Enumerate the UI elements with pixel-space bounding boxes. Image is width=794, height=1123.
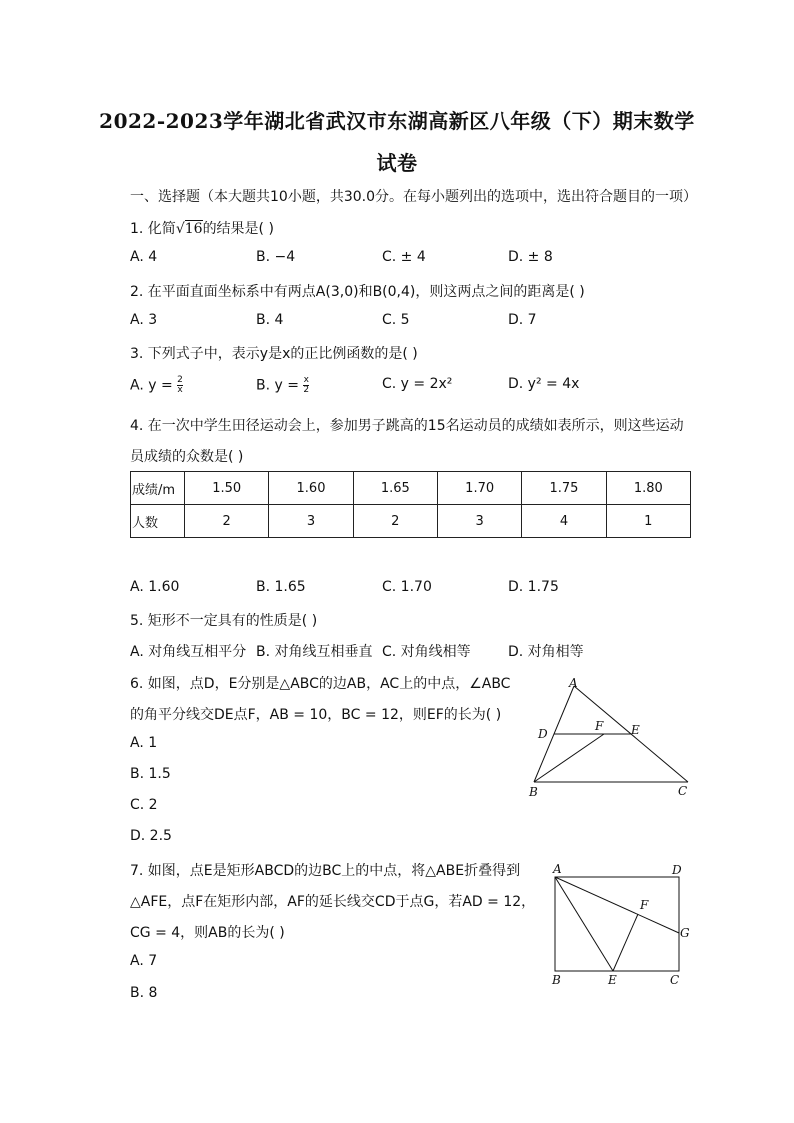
table-cell: 1.65 [353, 472, 437, 505]
option-a[interactable]: A. 7 [130, 953, 158, 969]
label-b: B [529, 785, 538, 799]
option-d[interactable]: D. ± 8 [508, 249, 553, 265]
option-b[interactable]: B. −4 [256, 249, 296, 265]
table-cell: 1.75 [522, 472, 606, 505]
question-1-stem-a: 1. 化简 [130, 221, 176, 237]
fraction-b [303, 376, 309, 395]
option-d[interactable]: D. y² = 4x [508, 376, 580, 392]
question-1-stem-b: 的结果是( ) [202, 221, 274, 237]
question-1-stem [130, 218, 274, 238]
question-4-stem-line2: 员成绩的众数是( ) [130, 449, 244, 465]
option-a-prefix: A. y = [130, 377, 178, 394]
label-c: C [670, 973, 680, 987]
table-row [131, 472, 691, 505]
segment-ef [613, 914, 638, 971]
question-7-stem-line1: 7. 如图，点E是矩形ABCD的边BC上的中点，将△ABE折叠得到 [130, 863, 521, 879]
radicand: 16 [184, 221, 203, 237]
option-b[interactable] [256, 376, 309, 395]
label-f: F [640, 898, 649, 912]
table-cell: 2 [185, 505, 269, 538]
question-4-stem-line1: 4. 在一次中学生田径运动会上，参加男子跳高的15名运动员的成绩如表所示，则这些运动 [130, 418, 684, 434]
fraction-b-numerator: x [303, 375, 309, 385]
option-b[interactable]: B. 1.5 [130, 766, 171, 782]
section-heading: 一、选择题（本大题共10小题，共30.0分。在每小题列出的选项中，选出符合题目的一项） [130, 189, 697, 205]
table-row [131, 505, 691, 538]
table-cell: 1.80 [606, 472, 690, 505]
option-b-prefix: B. y = [256, 377, 304, 394]
question-6-stem-line2: 的角平分线交DE点F，AB = 10，BC = 12，则EF的长为( ) [130, 707, 502, 723]
option-a[interactable]: A. 4 [130, 249, 158, 265]
option-b[interactable]: B. 4 [256, 312, 284, 328]
fraction-a-numerator: 2 [177, 375, 183, 385]
question-7-stem-line2: △AFE，点F在矩形内部，AF的延长线交CD于点G，若AD = 12， [130, 894, 536, 910]
option-d[interactable]: D. 对角相等 [508, 644, 584, 660]
table-cell: 3 [437, 505, 521, 538]
fraction-b-denominator: 2 [303, 385, 310, 395]
fraction-a [177, 376, 183, 395]
question-3-stem: 3. 下列式子中，表示y是x的正比例函数的是( ) [130, 346, 418, 362]
segment-ag [555, 877, 679, 933]
option-b[interactable]: B. 8 [130, 985, 158, 1001]
label-e: E [631, 723, 640, 737]
option-d[interactable]: D. 7 [508, 312, 537, 328]
label-a: A [553, 862, 562, 876]
question-7-stem-line3: CG = 4，则AB的长为( ) [130, 925, 285, 941]
option-a[interactable]: A. 3 [130, 312, 158, 328]
option-d[interactable]: D. 1.75 [508, 579, 559, 595]
label-e: E [608, 973, 617, 987]
table-cell: 1 [606, 505, 690, 538]
table-cell: 1.60 [269, 472, 353, 505]
option-a[interactable]: A. 1.60 [130, 579, 180, 595]
option-b[interactable]: B. 1.65 [256, 579, 306, 595]
option-c[interactable]: C. 1.70 [382, 579, 432, 595]
option-c[interactable]: C. ± 4 [382, 249, 426, 265]
table-cell: 1.50 [185, 472, 269, 505]
table-cell: 1.70 [437, 472, 521, 505]
segment-ae [555, 877, 613, 971]
question-2-stem: 2. 在平面直面坐标系中有两点A(3,0)和B(0,4)，则这两点之间的距离是( ) [130, 284, 585, 300]
option-a[interactable]: A. 1 [130, 735, 158, 751]
rectangle-figure [540, 858, 700, 993]
triangle-figure [520, 672, 700, 802]
sqrt-symbol: √ [175, 221, 185, 237]
label-g: G [680, 926, 690, 940]
rectangle-abcd [555, 877, 679, 971]
table-header-cell: 人数 [131, 505, 185, 538]
label-f: F [595, 719, 604, 733]
table-cell: 3 [269, 505, 353, 538]
exam-title-line1: 2022-2023学年湖北省武汉市东湖高新区八年级（下）期末数学 [99, 109, 695, 133]
label-b: B [552, 973, 561, 987]
option-c[interactable]: C. y = 2x² [382, 376, 453, 392]
table-cell: 4 [522, 505, 606, 538]
option-c[interactable]: C. 5 [382, 312, 410, 328]
option-a[interactable] [130, 376, 183, 395]
option-c[interactable]: C. 2 [130, 797, 158, 813]
label-a: A [569, 676, 578, 690]
fraction-a-denominator: x [177, 385, 183, 395]
table-header-cell: 成绩/m [131, 472, 185, 505]
option-d[interactable]: D. 2.5 [130, 828, 172, 844]
label-c: C [678, 784, 688, 798]
label-d: D [538, 727, 548, 741]
table-cell: 2 [353, 505, 437, 538]
option-c[interactable]: C. 对角线相等 [382, 644, 471, 660]
option-b[interactable]: B. 对角线互相垂直 [256, 644, 373, 660]
option-a[interactable]: A. 对角线互相平分 [130, 644, 247, 660]
label-d: D [672, 863, 682, 877]
exam-title-line2: 试卷 [376, 151, 418, 175]
score-table [130, 471, 691, 538]
question-5-stem: 5. 矩形不一定具有的性质是( ) [130, 613, 318, 629]
question-6-stem-line1: 6. 如图，点D，E分别是△ABC的边AB，AC上的中点，∠ABC [130, 676, 511, 692]
